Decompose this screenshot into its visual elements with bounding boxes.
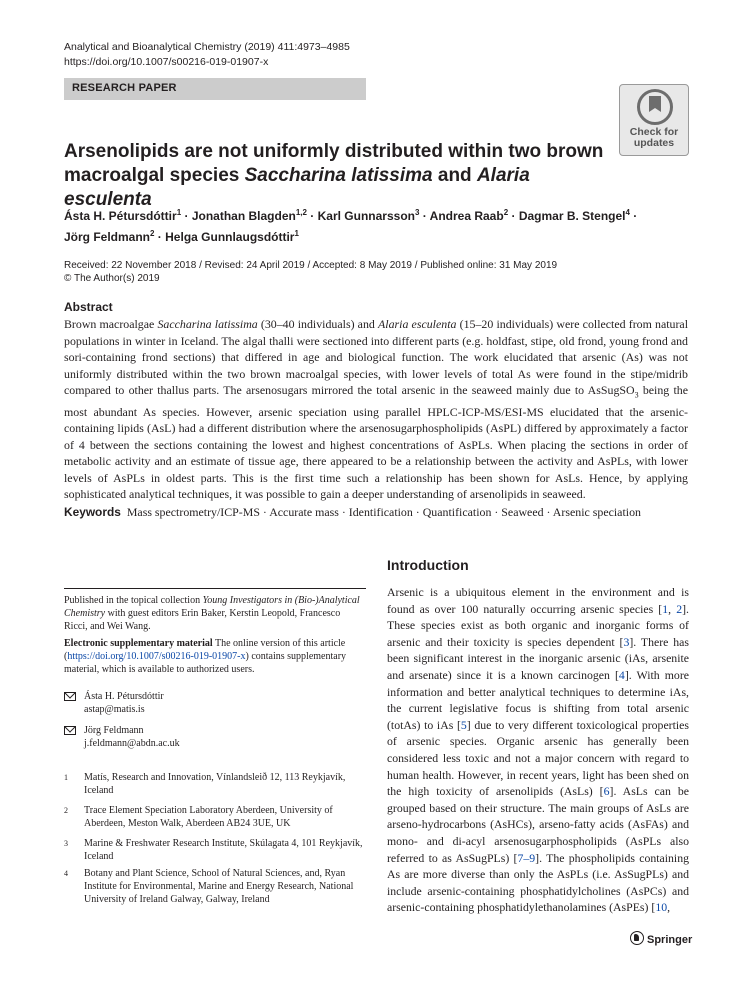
journal-citation: Analytical and Bioanalytical Chemistry (2019) 411:4973–4985: [64, 41, 350, 53]
bookmark-icon: [637, 89, 673, 125]
affiliation: 3 Marine & Freshwater Research Institute, Skúlagata 4, 101 Reykjavík, Iceland: [64, 838, 363, 862]
citation-link[interactable]: 1: [662, 601, 669, 616]
article-title: [64, 140, 604, 212]
author[interactable]: Ásta H. Pétursdóttir$^1$: [64, 208, 182, 223]
check-for-updates-button[interactable]: [619, 84, 689, 156]
journal-header: [64, 40, 350, 70]
introduction-body: Arsenic is a ubiquitous element in the environment and is found as over 100 naturally occurring arsenic species [1, 2]. These species exist as both organic and inorganic forms of arsenic and their toxicity is species dependent [3]. There has been significant interest in the inorganic arsenic (iAs, arsenite and arsenate) since it is a known carcinogen [4]. With more information and better analytical techniques to determine iAs, the current legislative focus is shifting from total arsenic (totAs) to iAs [5] due to very different toxicological properties of arsenic species. Organic arsenic has generally been considered less toxic and not a major concern with regard to human health. However, in recent years, light has been shed on the high toxicity of arsenolipids (AsLs) [6]. AsLs can be grouped based on their structure. The main groups of AsLs are arseno-hydrocarbons (AsHCs), arseno-fatty acids (AsFAs) and mono- and di-acyl arsenosugarphospholipids (AsPLs also referred to as AsSugPLs) [7–9]. The phospholipids containing As are more diverse than only the AsPLs (i.e. AsSugPLs) and include arsenic-containing phosphatidylcholines (AsPCs) and arsenic-containing phosphatidylethanolamines (AsPEs) [10,: [387, 585, 690, 915]
citation-link[interactable]: 2: [676, 601, 683, 616]
doi-link[interactable]: https://doi.org/10.1007/s00216-019-01907-x: [64, 56, 269, 68]
envelope-icon: [64, 726, 76, 735]
esm-link[interactable]: https://doi.org/10.1007/s00216-019-01907-x: [67, 651, 246, 662]
abstract-body: Brown macroalgae Saccharina latissima (30–40 individuals) and Alaria esculenta (15–20 individuals) were collected from natural populations in winter in Iceland. The algal thalli were sectioned into different parts (e.g. holdfast, stipe, old frond, young frond and sori-containing frond sections) that differed in age and biological function. The work elucidated that arsenic (As) was not uniformly distributed within the two brown macroalgal species, with lower levels of total As were found in the stipe/midrib compared to other thallus parts. The arsenosugars mirrored the total arsenic in the seaweed mainly due to AsSugSO$_3$ being the most abundant As species. However, arsenic speciation using parallel HPLC-ICP-MS/ESI-MS elucidated that the arsenic-containing lipids (AsL) had a different distribution where the arsenosugarphospholipids (AsPL) differed by approximately a factor of 4 between the sections containing the lowest and highest concentrations of AsPLs. When placing the sections in order of metabolic activity and an estimate of tissue age, there appeared to be a relationship between the activity and AsPLs, with lower levels of AsPLs in oldest parts. This is the first time such a relationship has been shown for AsLs. Hence, by applying sophisticated analytical techniques, it was possible to gain a deeper understanding of arsenolipids in seaweed.: [64, 317, 689, 502]
publication-dates: [64, 259, 684, 285]
contact-name: Ásta H. Pétursdóttir: [84, 691, 164, 702]
citation-link[interactable]: 4: [618, 667, 625, 682]
check-updates-line1: Check for: [629, 126, 679, 138]
affiliation: 1 Matís, Research and Innovation, Vínlandsleið 12, 113 Reykjavík, Iceland: [64, 772, 346, 796]
article-type-banner: [64, 78, 366, 100]
author[interactable]: Helga Gunnlaugsdóttir$^1$: [165, 229, 299, 244]
envelope-icon: [64, 692, 76, 701]
article-type-label: RESEARCH PAPER: [72, 82, 177, 94]
contact-entry: [64, 724, 366, 750]
keywords-list: Mass spectrometry/ICP-MS · Accurate mass · Identification · Quantification · Seaweed · Arsenic speciation: [126, 505, 641, 519]
publisher-logo: [630, 931, 692, 946]
title-text: Arsenolipids are not uniformly distributed within two brown macroalgal species: [64, 141, 604, 186]
contact-entry: [64, 690, 366, 716]
title-species-1: Saccharina latissima: [244, 165, 433, 186]
copyright-notice: © The Author(s) 2019: [64, 273, 160, 284]
contact-email[interactable]: astap@matis.is: [84, 704, 145, 715]
title-species-2: Alaria esculenta: [64, 165, 530, 210]
author[interactable]: Karl Gunnarsson$^3$: [317, 208, 420, 223]
title-and: and: [432, 165, 477, 186]
keywords-label: Keywords: [64, 505, 121, 519]
author-list: Ásta H. Pétursdóttir$^1$ · Jonathan Blagden$^{1,2}$ · Karl Gunnarsson$^3$ · Andrea Raab$^2$ · Dagmar B. Stengel$^4$ · Jörg Feldmann$^2$ · Helga Gunnlaugsdóttir$^1$: [64, 208, 638, 244]
citation-link[interactable]: 3: [623, 634, 630, 649]
introduction-heading: Introduction: [387, 557, 469, 573]
abstract-heading: Abstract: [64, 300, 113, 314]
citation-link[interactable]: 10: [655, 900, 668, 915]
springer-horse-icon: [630, 931, 644, 945]
history-dates: Received: 22 November 2018 / Revised: 24 April 2019 / Accepted: 8 May 2019 / Published online: 31 May 2019: [64, 260, 558, 271]
affiliation: 2 Trace Element Speciation Laboratory Aberdeen, University of Aberdeen, Meston Walk, Aberdeen AB24 3UE, UK: [64, 805, 333, 829]
footnote-divider: [64, 588, 366, 589]
esm-label: Electronic supplementary material: [64, 638, 213, 649]
contact-name: Jörg Feldmann: [84, 725, 144, 736]
citation-link[interactable]: 6: [603, 784, 610, 799]
contact-email[interactable]: j.feldmann@abdn.ac.uk: [84, 738, 180, 749]
topical-collection-note: Published in the topical collection Young Investigators in (Bio-)Analytical Chemistry with guest editors Erin Baker, Kerstin Leopold, Francesco Ricci, and Wei Wang.: [64, 595, 360, 632]
citation-link[interactable]: 5: [460, 717, 467, 732]
citation-link[interactable]: 7–9: [517, 850, 536, 865]
author[interactable]: Jörg Feldmann$^2$: [64, 229, 155, 244]
author[interactable]: Jonathan Blagden$^{1,2}$: [191, 208, 307, 223]
check-updates-line2: updates: [633, 137, 675, 149]
supplementary-note: Electronic supplementary material The online version of this article (https://doi.org/10.1007/s00216-019-01907-x) contains supplementary material, which is available to authorized users.: [64, 638, 347, 675]
author[interactable]: Andrea Raab$^2$: [429, 208, 509, 223]
affiliation: 4 Botany and Plant Science, School of Natural Sciences, and, Ryan Institute for Environmental, Marine and Energy Research, National University of Ireland Galway, Galway, Ireland: [64, 868, 354, 905]
author[interactable]: Dagmar B. Stengel$^4$: [518, 208, 630, 223]
publisher-name: Springer: [647, 934, 693, 946]
keywords: [64, 505, 688, 520]
